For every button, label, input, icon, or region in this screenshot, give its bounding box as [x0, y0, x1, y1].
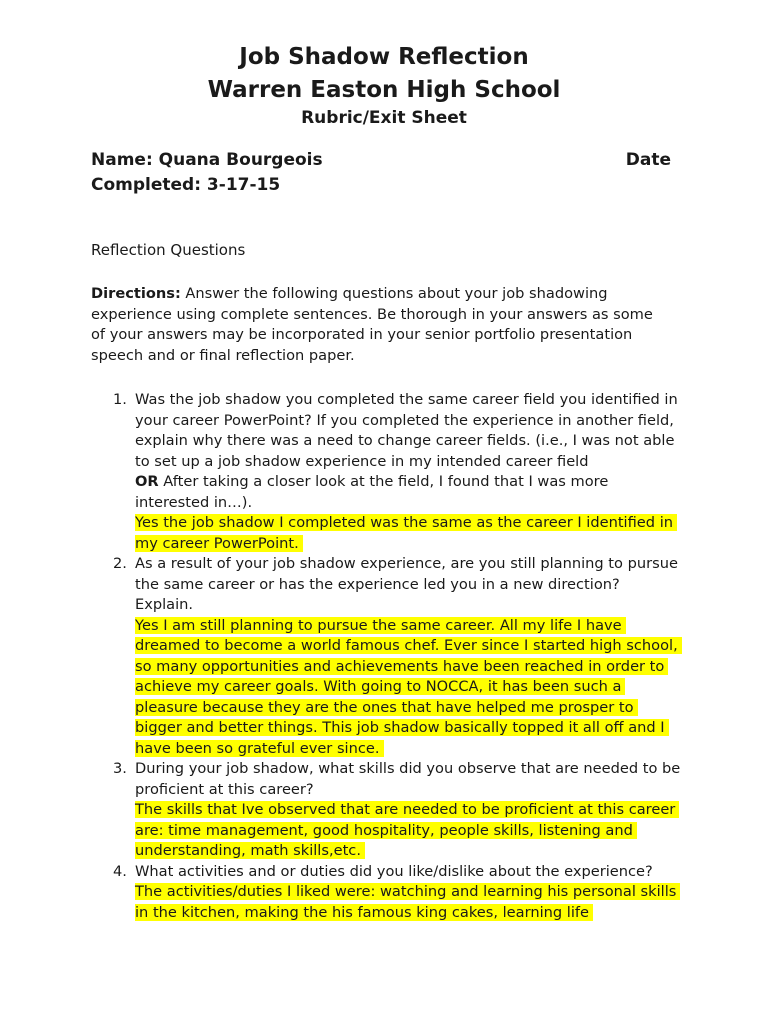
highlighted-answer: Yes the job shadow I completed was the same as the career I identified in my career PowerPoint. [135, 514, 677, 552]
document-subtitle: Rubric/Exit Sheet [301, 108, 467, 128]
directions-paragraph [91, 284, 671, 366]
highlighted-answer: The skills that Ive observed that are needed to be proficient at this career are: time management, good hospitality, people skills, listening and understanding, math skills,etc. [135, 801, 679, 859]
highlighted-answer: The activities/duties I liked were: watching and learning his personal skills in the kitchen, making the his famous king cakes, learning life [135, 883, 680, 921]
question-item [91, 390, 681, 554]
or-label: OR [135, 473, 159, 490]
highlighted-answer: Yes I am still planning to pursue the same career. All my life I have dreamed to become a world famous chef. Ever since I started high school, so many opportunities and achievements have been reached in order to achieve my career goals. With going to NOCCA, it has been such a pleasure because they are the ones that have helped me prosper to bigger and better things. This job shadow basically topped it all off and I have been so grateful ever since. [135, 617, 682, 757]
or-text: After taking a closer look at the field, I found that I was more interested in…). [135, 473, 609, 511]
completed-date: Completed: 3-17-15 [91, 175, 281, 195]
question-list [91, 390, 681, 923]
question-text: What activities and or duties did you like/dislike about the experience? [135, 862, 653, 880]
section-heading: Reflection Questions [91, 241, 246, 259]
document-title: Job Shadow Reflection [239, 44, 529, 70]
answer-text [135, 882, 681, 923]
school-name: Warren Easton High School [207, 77, 561, 103]
student-name: Name: Quana Bourgeois [91, 150, 323, 170]
student-info [91, 148, 671, 198]
question-number: 4. [113, 862, 127, 880]
answer-text [135, 616, 681, 760]
date-label: Date [625, 150, 671, 170]
question-text: During your job shadow, what skills did you observe that are needed to be proficient at this career? [135, 760, 681, 798]
question-number: 3. [113, 760, 127, 777]
directions-text: Answer the following questions about your job shadowing experience using complete sentences. Be thorough in your answers as some of your answers may be incorporated in your senior portfolio presentation speech and or final reflection paper. [91, 285, 653, 364]
question-item [91, 862, 681, 924]
question-alternative [135, 472, 681, 513]
question-text: As a result of your job shadow experience, are you still planning to pursue the same career or has the experience led you in a new direction? Explain. [135, 555, 678, 613]
answer-text [135, 800, 681, 862]
question-text: Was the job shadow you completed the same career field you identified in your career PowerPoint? If you completed the experience in another field, explain why there was a need to change career fields. (i.e., I was not able to set up a job shadow experience in my intended career field [135, 391, 678, 470]
question-number: 1. [113, 391, 127, 408]
question-item [91, 554, 681, 759]
question-number: 2. [113, 555, 127, 572]
directions-label: Directions: [91, 285, 181, 302]
question-item [91, 759, 681, 862]
answer-text [135, 513, 681, 554]
